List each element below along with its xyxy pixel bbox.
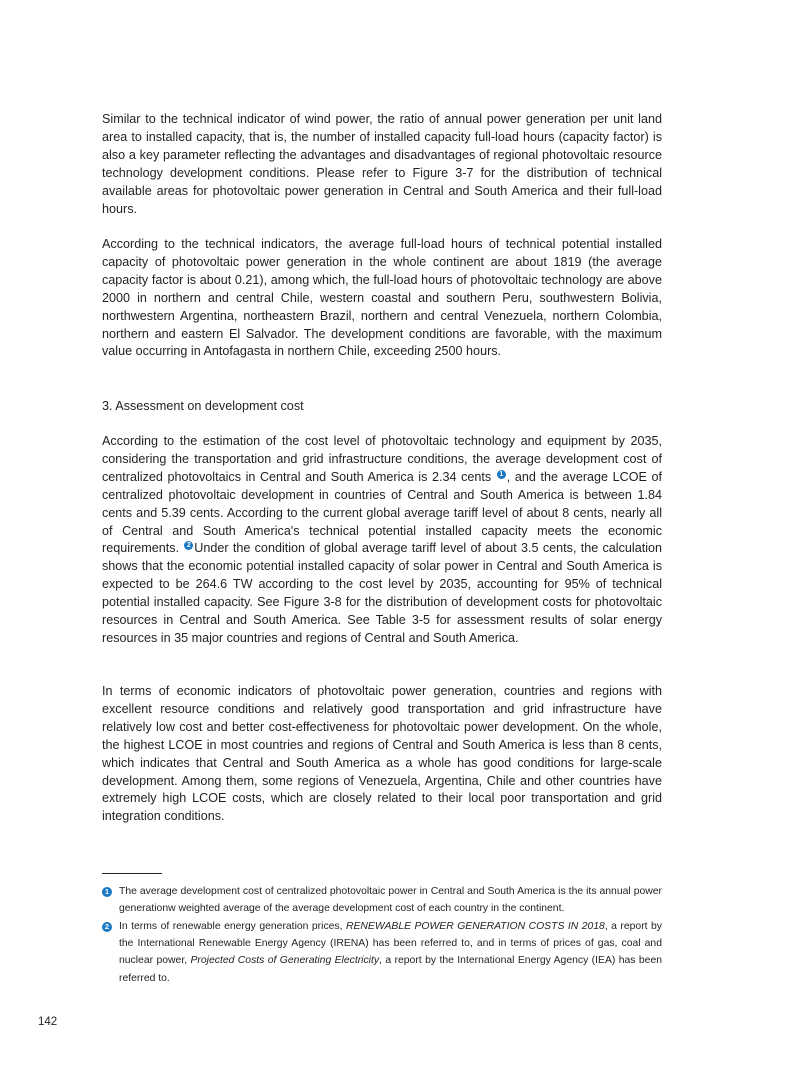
paragraph-3-part-a: According to the estimation of the cost level of photovoltaic technology and equipment by 2035, considering the transportation and grid infrastructure conditions, the average development cost of centralized photovoltaics in Central and South America is 2.34 cents: [102, 434, 662, 484]
footnote-marker-1: 1: [102, 887, 112, 897]
footnote-ref-1[interactable]: 1: [497, 470, 506, 479]
paragraph-capacity-factor: Similar to the technical indicator of wind power, the ratio of annual power generation per unit land area to installed capacity, that is, the number of installed capacity full-load hours (capacity factor) is also a key parameter reflecting the advantages and disadvantages of regional photovoltaic resource technology development conditions. Please refer to Figure 3-7 for the distribution of technical available areas for photovoltaic power generation in Central and South America and their full-load hours.: [102, 112, 662, 216]
paragraph-development-cost: [102, 433, 662, 648]
footnote-1: [102, 883, 662, 917]
paragraph-3-part-b: , and the average LCOE of centralized photovoltaic development in countries of Central and South America is between 1.84 cents and 5.39 cents. According to the current global average tariff level of about 8 cents, nearly all of Central and South America's technical potential installed capacity meets the economic requirements.: [102, 469, 662, 556]
footnote-2: [102, 918, 662, 987]
footnote-2-iea-report-title: Projected Costs of Generating Electricity: [190, 955, 380, 967]
paragraph-full-load-hours: According to the technical indicators, the average full-load hours of technical potential installed capacity of photovoltaic power generation in the whole continent are about 1819 (the average capacity factor is about 0.21), among which, the full-load hours of photovoltaic technology are above 2000 in northern and central Chile, western coastal and southern Peru, southwestern Bolivia, northwestern Argentina, northeastern Brazil, northern and central Venezuela, northern Colombia, northern and eastern El Salvador. The development conditions are favorable, with the maximum value occurring in Antofagasta in northern Chile, exceeding 2500 hours.: [102, 237, 662, 359]
page-number: 142: [38, 1016, 58, 1028]
footnote-ref-2[interactable]: 2: [184, 541, 193, 550]
footnote-2-irena-report-title: RENEWABLE POWER GENERATION COSTS IN 2018: [345, 921, 605, 932]
footnote-2-text: [119, 918, 662, 987]
footnote-2-part-b: , a report by the International Renewable Energy Agency (IRENA) has been referred to, and in terms of prices of gas, coal and nuclear power,: [119, 921, 662, 967]
footnote-divider: [102, 873, 162, 874]
footnote-marker-2: 2: [102, 922, 112, 932]
paragraph-economic-indicators: In terms of economic indicators of photovoltaic power generation, countries and regions with excellent resource conditions and relatively good transportation and grid infrastructure have relatively low cost and better cost-effectiveness for photovoltaic power development. On the whole, the highest LCOE in most countries and regions of Central and South America is less than 8 cents, which indicates that Central and South America as a whole has good conditions for large-scale development. Among them, some regions of Venezuela, Argentina, Chile and other countries have extremely high LCOE costs, which are closely related to their local poor transportation and grid integration conditions.: [102, 684, 662, 824]
footnote-2-part-a: In terms of renewable energy generation prices,: [119, 921, 346, 932]
footnote-2-part-c: , a report by the International Energy Agency (IEA) has been referred to.: [119, 955, 663, 984]
section-heading: 3. Assessment on development cost: [102, 399, 304, 413]
paragraph-3-part-c: Under the condition of global average tariff level of about 3.5 cents, the calculation shows that the economic potential installed capacity of solar power in Central and South America is expected to be 264.6 TW according to the cost level by 2035, accounting for 95% of technical potential installed capacity. See Figure 3-8 for the distribution of development costs for photovoltaic resources in Central and South America. See Table 3-5 for assessment results of solar energy resources in 35 major countries and regions of Central and South America.: [102, 541, 663, 645]
footnote-1-text: The average development cost of centralized photovoltaic power in Central and South America is the its annual power generationw weighted average of the average development cost of each country in the continent.: [119, 886, 662, 915]
